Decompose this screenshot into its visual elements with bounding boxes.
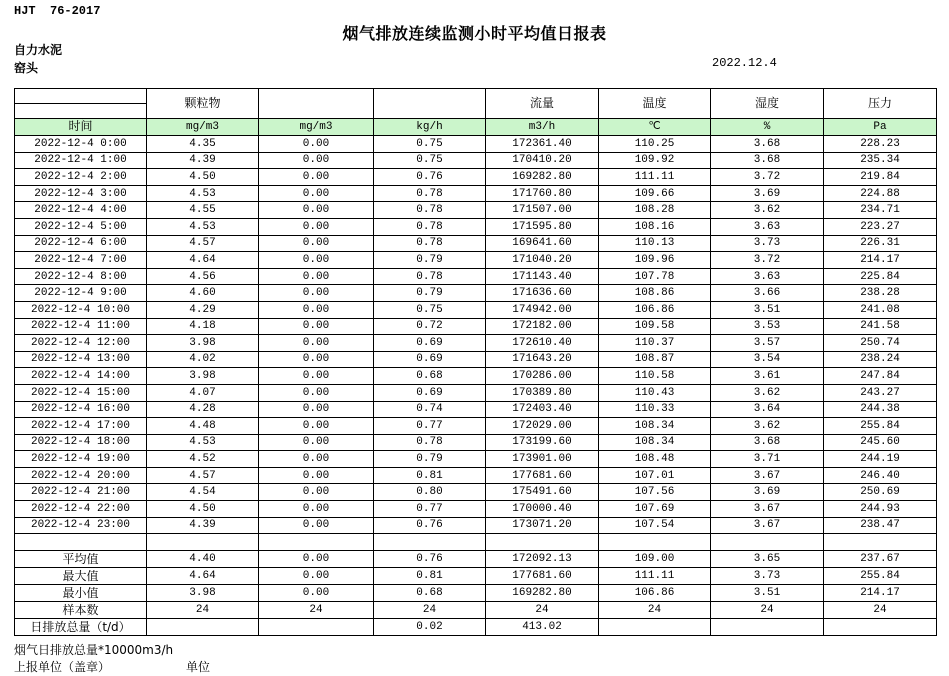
summary-value-cell: 177681.60 bbox=[486, 568, 599, 585]
summary-value-cell bbox=[147, 619, 259, 636]
table-row bbox=[15, 218, 937, 235]
value-cell: 108.34 bbox=[599, 434, 711, 451]
value-cell: 108.28 bbox=[599, 202, 711, 219]
unit-cell: mg/m3 bbox=[259, 119, 374, 136]
value-cell: 226.31 bbox=[824, 235, 937, 252]
summary-value-cell: 24 bbox=[711, 602, 824, 619]
summary-value-cell: 0.00 bbox=[259, 568, 374, 585]
col-header-pressure: 压力 bbox=[824, 89, 937, 119]
value-cell: 234.71 bbox=[824, 202, 937, 219]
value-cell: 3.68 bbox=[711, 136, 824, 153]
value-cell: 3.64 bbox=[711, 401, 824, 418]
summary-label-cell: 样本数 bbox=[15, 602, 147, 619]
unit-cell: ℃ bbox=[599, 119, 711, 136]
value-cell: 4.55 bbox=[147, 202, 259, 219]
time-cell: 2022-12-4 7:00 bbox=[15, 252, 147, 269]
value-cell: 110.43 bbox=[599, 384, 711, 401]
value-cell: 0.00 bbox=[259, 202, 374, 219]
table-row bbox=[15, 368, 937, 385]
value-cell: 4.53 bbox=[147, 218, 259, 235]
table-row bbox=[15, 235, 937, 252]
value-cell: 0.80 bbox=[374, 484, 486, 501]
unit-cell: mg/m3 bbox=[147, 119, 259, 136]
unit-header-row bbox=[15, 119, 937, 136]
value-cell: 172610.40 bbox=[486, 335, 599, 352]
value-cell: 174942.00 bbox=[486, 301, 599, 318]
value-cell: 3.71 bbox=[711, 451, 824, 468]
value-cell: 0.79 bbox=[374, 285, 486, 302]
value-cell: 3.73 bbox=[711, 235, 824, 252]
value-cell: 4.53 bbox=[147, 434, 259, 451]
summary-value-cell: 255.84 bbox=[824, 568, 937, 585]
value-cell: 110.25 bbox=[599, 136, 711, 153]
value-cell: 4.52 bbox=[147, 451, 259, 468]
value-cell: 250.74 bbox=[824, 335, 937, 352]
value-cell: 0.76 bbox=[374, 169, 486, 186]
value-cell: 171507.00 bbox=[486, 202, 599, 219]
value-cell: 173901.00 bbox=[486, 451, 599, 468]
summary-value-cell bbox=[259, 619, 374, 636]
value-cell: 171760.80 bbox=[486, 185, 599, 202]
value-cell: 0.78 bbox=[374, 235, 486, 252]
table-row bbox=[15, 335, 937, 352]
unit-cell: % bbox=[711, 119, 824, 136]
value-cell: 171643.20 bbox=[486, 351, 599, 368]
value-cell: 0.00 bbox=[259, 218, 374, 235]
value-cell: 0.00 bbox=[259, 368, 374, 385]
summary-row bbox=[15, 602, 937, 619]
table-row bbox=[15, 467, 937, 484]
value-cell: 3.67 bbox=[711, 501, 824, 518]
value-cell: 108.86 bbox=[599, 285, 711, 302]
empty-cell bbox=[259, 534, 374, 551]
value-cell: 172029.00 bbox=[486, 418, 599, 435]
value-cell: 0.77 bbox=[374, 501, 486, 518]
summary-row bbox=[15, 619, 937, 636]
value-cell: 0.81 bbox=[374, 467, 486, 484]
value-cell: 107.54 bbox=[599, 517, 711, 534]
value-cell: 244.38 bbox=[824, 401, 937, 418]
summary-value-cell: 106.86 bbox=[599, 585, 711, 602]
empty-cell bbox=[711, 534, 824, 551]
value-cell: 0.79 bbox=[374, 252, 486, 269]
value-cell: 238.28 bbox=[824, 285, 937, 302]
value-cell: 0.00 bbox=[259, 434, 374, 451]
value-cell: 247.84 bbox=[824, 368, 937, 385]
value-cell: 3.62 bbox=[711, 202, 824, 219]
value-cell: 172361.40 bbox=[486, 136, 599, 153]
value-cell: 170389.80 bbox=[486, 384, 599, 401]
time-cell: 2022-12-4 11:00 bbox=[15, 318, 147, 335]
value-cell: 244.93 bbox=[824, 501, 937, 518]
summary-value-cell: 4.64 bbox=[147, 568, 259, 585]
summary-value-cell: 172092.13 bbox=[486, 551, 599, 568]
daily-total-note: 烟气日排放总量*10000m3/h bbox=[14, 643, 174, 657]
summary-value-cell: 0.76 bbox=[374, 551, 486, 568]
table-row bbox=[15, 152, 937, 169]
value-cell: 108.48 bbox=[599, 451, 711, 468]
time-cell: 2022-12-4 0:00 bbox=[15, 136, 147, 153]
value-cell: 177681.60 bbox=[486, 467, 599, 484]
value-cell: 172182.00 bbox=[486, 318, 599, 335]
summary-row bbox=[15, 585, 937, 602]
value-cell: 4.50 bbox=[147, 169, 259, 186]
summary-label-cell: 最大值 bbox=[15, 568, 147, 585]
summary-label-cell: 平均值 bbox=[15, 551, 147, 568]
table-row bbox=[15, 202, 937, 219]
summary-value-cell: 3.98 bbox=[147, 585, 259, 602]
summary-value-cell bbox=[711, 619, 824, 636]
summary-value-cell: 0.00 bbox=[259, 585, 374, 602]
value-cell: 3.63 bbox=[711, 218, 824, 235]
value-cell: 0.75 bbox=[374, 301, 486, 318]
value-cell: 169641.60 bbox=[486, 235, 599, 252]
value-cell: 0.00 bbox=[259, 136, 374, 153]
value-cell: 3.63 bbox=[711, 268, 824, 285]
time-cell: 2022-12-4 8:00 bbox=[15, 268, 147, 285]
time-cell: 2022-12-4 23:00 bbox=[15, 517, 147, 534]
value-cell: 3.67 bbox=[711, 467, 824, 484]
value-cell: 4.60 bbox=[147, 285, 259, 302]
value-cell: 228.23 bbox=[824, 136, 937, 153]
value-cell: 3.54 bbox=[711, 351, 824, 368]
table-row bbox=[15, 351, 937, 368]
summary-value-cell: 214.17 bbox=[824, 585, 937, 602]
table-row bbox=[15, 318, 937, 335]
value-cell: 106.86 bbox=[599, 301, 711, 318]
value-cell: 4.39 bbox=[147, 517, 259, 534]
col-header-particulate: 颗粒物 bbox=[147, 89, 259, 119]
table-row bbox=[15, 136, 937, 153]
value-cell: 3.62 bbox=[711, 418, 824, 435]
value-cell: 4.18 bbox=[147, 318, 259, 335]
value-cell: 3.51 bbox=[711, 301, 824, 318]
time-cell: 2022-12-4 18:00 bbox=[15, 434, 147, 451]
value-cell: 171636.60 bbox=[486, 285, 599, 302]
value-cell: 173199.60 bbox=[486, 434, 599, 451]
table-row bbox=[15, 301, 937, 318]
summary-value-cell: 4.40 bbox=[147, 551, 259, 568]
table-row bbox=[15, 285, 937, 302]
value-cell: 0.00 bbox=[259, 252, 374, 269]
value-cell: 3.69 bbox=[711, 484, 824, 501]
value-cell: 173071.20 bbox=[486, 517, 599, 534]
time-cell: 2022-12-4 2:00 bbox=[15, 169, 147, 186]
table-row bbox=[15, 384, 937, 401]
value-cell: 0.00 bbox=[259, 285, 374, 302]
value-cell: 214.17 bbox=[824, 252, 937, 269]
time-cell: 2022-12-4 21:00 bbox=[15, 484, 147, 501]
table-body bbox=[15, 89, 937, 636]
value-cell: 224.88 bbox=[824, 185, 937, 202]
summary-row bbox=[15, 568, 937, 585]
value-cell: 171595.80 bbox=[486, 218, 599, 235]
value-cell: 238.24 bbox=[824, 351, 937, 368]
value-cell: 0.77 bbox=[374, 418, 486, 435]
value-cell: 4.28 bbox=[147, 401, 259, 418]
value-cell: 0.00 bbox=[259, 301, 374, 318]
time-cell: 2022-12-4 10:00 bbox=[15, 301, 147, 318]
empty-cell bbox=[374, 534, 486, 551]
value-cell: 110.37 bbox=[599, 335, 711, 352]
value-cell: 0.74 bbox=[374, 401, 486, 418]
time-cell: 2022-12-4 19:00 bbox=[15, 451, 147, 468]
table-row bbox=[15, 252, 937, 269]
value-cell: 0.00 bbox=[259, 169, 374, 186]
value-cell: 3.98 bbox=[147, 335, 259, 352]
empty-cell bbox=[599, 534, 711, 551]
value-cell: 110.33 bbox=[599, 401, 711, 418]
table-row bbox=[15, 169, 937, 186]
value-cell: 0.75 bbox=[374, 152, 486, 169]
value-cell: 0.69 bbox=[374, 384, 486, 401]
value-cell: 0.00 bbox=[259, 152, 374, 169]
value-cell: 0.76 bbox=[374, 517, 486, 534]
value-cell: 4.29 bbox=[147, 301, 259, 318]
value-cell: 3.98 bbox=[147, 368, 259, 385]
time-cell: 2022-12-4 12:00 bbox=[15, 335, 147, 352]
value-cell: 3.66 bbox=[711, 285, 824, 302]
monitor-point: 窑头 bbox=[14, 61, 39, 75]
summary-value-cell: 109.00 bbox=[599, 551, 711, 568]
value-cell: 3.62 bbox=[711, 384, 824, 401]
page-title: 烟气排放连续监测小时平均值日报表 bbox=[342, 24, 607, 43]
col-header-temperature: 温度 bbox=[599, 89, 711, 119]
col-header-humidity: 湿度 bbox=[711, 89, 824, 119]
table-row bbox=[15, 517, 937, 534]
value-cell: 109.66 bbox=[599, 185, 711, 202]
time-header-cell: 时间 bbox=[15, 119, 147, 136]
value-cell: 250.69 bbox=[824, 484, 937, 501]
table-row bbox=[15, 185, 937, 202]
time-cell: 2022-12-4 14:00 bbox=[15, 368, 147, 385]
value-cell: 244.19 bbox=[824, 451, 937, 468]
col-header-flow: 流量 bbox=[486, 89, 599, 119]
value-cell: 0.00 bbox=[259, 318, 374, 335]
value-cell: 0.78 bbox=[374, 218, 486, 235]
value-cell: 0.78 bbox=[374, 268, 486, 285]
value-cell: 4.57 bbox=[147, 467, 259, 484]
col-header-blank-1 bbox=[259, 89, 374, 119]
value-cell: 108.34 bbox=[599, 418, 711, 435]
value-cell: 3.68 bbox=[711, 434, 824, 451]
value-cell: 107.78 bbox=[599, 268, 711, 285]
report-table bbox=[14, 88, 937, 636]
summary-value-cell: 0.02 bbox=[374, 619, 486, 636]
unit-label: 单位 bbox=[186, 660, 211, 674]
value-cell: 0.00 bbox=[259, 235, 374, 252]
summary-value-cell: 169282.80 bbox=[486, 585, 599, 602]
summary-value-cell: 24 bbox=[374, 602, 486, 619]
summary-value-cell: 24 bbox=[147, 602, 259, 619]
time-cell: 2022-12-4 1:00 bbox=[15, 152, 147, 169]
value-cell: 4.54 bbox=[147, 484, 259, 501]
summary-value-cell: 24 bbox=[486, 602, 599, 619]
empty-cell bbox=[824, 534, 937, 551]
value-cell: 4.48 bbox=[147, 418, 259, 435]
time-cell: 2022-12-4 6:00 bbox=[15, 235, 147, 252]
table-row bbox=[15, 451, 937, 468]
time-cell: 2022-12-4 16:00 bbox=[15, 401, 147, 418]
summary-value-cell: 413.02 bbox=[486, 619, 599, 636]
empty-cell bbox=[147, 534, 259, 551]
summary-value-cell bbox=[599, 619, 711, 636]
summary-value-cell: 24 bbox=[599, 602, 711, 619]
value-cell: 4.07 bbox=[147, 384, 259, 401]
company-name: 自力水泥 bbox=[14, 43, 63, 57]
value-cell: 3.53 bbox=[711, 318, 824, 335]
empty-header-cell bbox=[15, 104, 147, 119]
group-header-row bbox=[15, 89, 937, 104]
unit-cell: m3/h bbox=[486, 119, 599, 136]
summary-value-cell: 0.81 bbox=[374, 568, 486, 585]
value-cell: 0.78 bbox=[374, 202, 486, 219]
time-cell: 2022-12-4 4:00 bbox=[15, 202, 147, 219]
value-cell: 235.34 bbox=[824, 152, 937, 169]
value-cell: 108.87 bbox=[599, 351, 711, 368]
value-cell: 243.27 bbox=[824, 384, 937, 401]
value-cell: 0.72 bbox=[374, 318, 486, 335]
value-cell: 3.68 bbox=[711, 152, 824, 169]
time-cell: 2022-12-4 22:00 bbox=[15, 501, 147, 518]
value-cell: 0.00 bbox=[259, 384, 374, 401]
value-cell: 111.11 bbox=[599, 169, 711, 186]
summary-value-cell: 24 bbox=[824, 602, 937, 619]
time-cell: 2022-12-4 3:00 bbox=[15, 185, 147, 202]
summary-label-cell: 最小值 bbox=[15, 585, 147, 602]
value-cell: 3.61 bbox=[711, 368, 824, 385]
value-cell: 107.56 bbox=[599, 484, 711, 501]
value-cell: 0.00 bbox=[259, 484, 374, 501]
value-cell: 170000.40 bbox=[486, 501, 599, 518]
value-cell: 0.75 bbox=[374, 136, 486, 153]
value-cell: 0.69 bbox=[374, 335, 486, 352]
unit-cell: kg/h bbox=[374, 119, 486, 136]
summary-label-cell: 日排放总量（t/d） bbox=[15, 619, 147, 636]
table-row bbox=[15, 484, 937, 501]
summary-value-cell: 111.11 bbox=[599, 568, 711, 585]
value-cell: 0.68 bbox=[374, 368, 486, 385]
summary-value-cell: 3.51 bbox=[711, 585, 824, 602]
value-cell: 171143.40 bbox=[486, 268, 599, 285]
time-cell: 2022-12-4 20:00 bbox=[15, 467, 147, 484]
empty-cell bbox=[15, 534, 147, 551]
spacer-row bbox=[15, 534, 937, 551]
value-cell: 170286.00 bbox=[486, 368, 599, 385]
value-cell: 4.35 bbox=[147, 136, 259, 153]
value-cell: 0.00 bbox=[259, 451, 374, 468]
value-cell: 170410.20 bbox=[486, 152, 599, 169]
value-cell: 0.00 bbox=[259, 268, 374, 285]
value-cell: 4.64 bbox=[147, 252, 259, 269]
standard-code: HJT 76-2017 bbox=[14, 4, 101, 18]
value-cell: 246.40 bbox=[824, 467, 937, 484]
value-cell: 0.00 bbox=[259, 501, 374, 518]
value-cell: 241.08 bbox=[824, 301, 937, 318]
summary-value-cell: 3.73 bbox=[711, 568, 824, 585]
value-cell: 0.00 bbox=[259, 401, 374, 418]
value-cell: 0.78 bbox=[374, 434, 486, 451]
value-cell: 0.78 bbox=[374, 185, 486, 202]
value-cell: 4.02 bbox=[147, 351, 259, 368]
summary-row bbox=[15, 551, 937, 568]
value-cell: 225.84 bbox=[824, 268, 937, 285]
value-cell: 219.84 bbox=[824, 169, 937, 186]
value-cell: 4.39 bbox=[147, 152, 259, 169]
table-row bbox=[15, 418, 937, 435]
value-cell: 107.69 bbox=[599, 501, 711, 518]
value-cell: 0.00 bbox=[259, 185, 374, 202]
value-cell: 238.47 bbox=[824, 517, 937, 534]
value-cell: 245.60 bbox=[824, 434, 937, 451]
summary-value-cell: 24 bbox=[259, 602, 374, 619]
col-header-blank-2 bbox=[374, 89, 486, 119]
value-cell: 0.00 bbox=[259, 467, 374, 484]
time-cell: 2022-12-4 17:00 bbox=[15, 418, 147, 435]
value-cell: 4.53 bbox=[147, 185, 259, 202]
empty-header-cell bbox=[15, 89, 147, 104]
summary-value-cell: 0.68 bbox=[374, 585, 486, 602]
value-cell: 109.92 bbox=[599, 152, 711, 169]
value-cell: 3.67 bbox=[711, 517, 824, 534]
summary-value-cell: 3.65 bbox=[711, 551, 824, 568]
value-cell: 4.56 bbox=[147, 268, 259, 285]
value-cell: 108.16 bbox=[599, 218, 711, 235]
unit-cell: Pa bbox=[824, 119, 937, 136]
value-cell: 241.58 bbox=[824, 318, 937, 335]
value-cell: 0.00 bbox=[259, 418, 374, 435]
report-date: 2022.12.4 bbox=[712, 56, 777, 70]
time-cell: 2022-12-4 9:00 bbox=[15, 285, 147, 302]
value-cell: 109.58 bbox=[599, 318, 711, 335]
table-row bbox=[15, 401, 937, 418]
table-row bbox=[15, 268, 937, 285]
value-cell: 0.69 bbox=[374, 351, 486, 368]
value-cell: 3.57 bbox=[711, 335, 824, 352]
value-cell: 171040.20 bbox=[486, 252, 599, 269]
value-cell: 3.72 bbox=[711, 169, 824, 186]
time-cell: 2022-12-4 15:00 bbox=[15, 384, 147, 401]
summary-value-cell bbox=[824, 619, 937, 636]
value-cell: 0.00 bbox=[259, 517, 374, 534]
value-cell: 3.72 bbox=[711, 252, 824, 269]
value-cell: 0.00 bbox=[259, 335, 374, 352]
value-cell: 109.96 bbox=[599, 252, 711, 269]
time-cell: 2022-12-4 13:00 bbox=[15, 351, 147, 368]
summary-value-cell: 237.67 bbox=[824, 551, 937, 568]
summary-value-cell: 0.00 bbox=[259, 551, 374, 568]
value-cell: 169282.80 bbox=[486, 169, 599, 186]
table-row bbox=[15, 501, 937, 518]
table-row bbox=[15, 434, 937, 451]
value-cell: 107.01 bbox=[599, 467, 711, 484]
report-unit-label: 上报单位（盖章） bbox=[14, 660, 111, 674]
value-cell: 110.58 bbox=[599, 368, 711, 385]
empty-cell bbox=[486, 534, 599, 551]
value-cell: 110.13 bbox=[599, 235, 711, 252]
value-cell: 4.50 bbox=[147, 501, 259, 518]
value-cell: 3.69 bbox=[711, 185, 824, 202]
value-cell: 0.79 bbox=[374, 451, 486, 468]
value-cell: 255.84 bbox=[824, 418, 937, 435]
value-cell: 4.57 bbox=[147, 235, 259, 252]
value-cell: 175491.60 bbox=[486, 484, 599, 501]
time-cell: 2022-12-4 5:00 bbox=[15, 218, 147, 235]
value-cell: 0.00 bbox=[259, 351, 374, 368]
value-cell: 172403.40 bbox=[486, 401, 599, 418]
value-cell: 223.27 bbox=[824, 218, 937, 235]
